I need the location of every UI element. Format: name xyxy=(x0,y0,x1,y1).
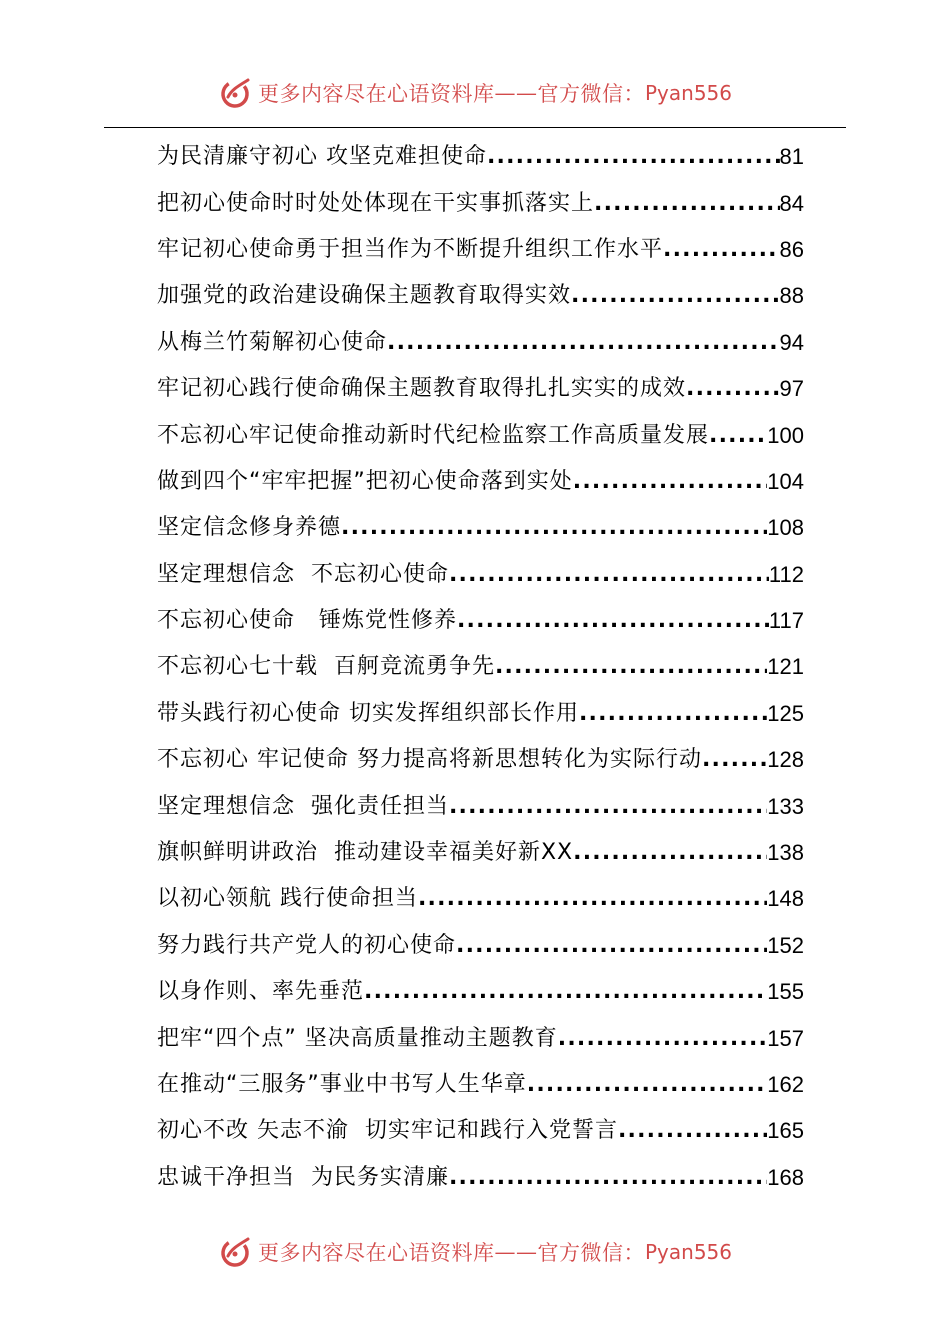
toc-entry-title: 把初心使命时时处处体现在干实事抓落实上 xyxy=(157,190,595,216)
toc-dot-leader xyxy=(663,227,780,273)
toc-entry-page-number: 148 xyxy=(767,886,804,912)
toc-entry-page-number: 94 xyxy=(779,329,804,355)
toc-entry-title: 牢记初心使命勇于担当作为不断提升组织工作水平 xyxy=(157,236,664,262)
toc-entry-page-number: 104 xyxy=(767,468,804,494)
toc-entry-page-number: 133 xyxy=(767,793,804,819)
toc-dot-leader xyxy=(594,181,780,227)
toc-entry-page-number: 157 xyxy=(767,1025,804,1051)
toc-dot-leader xyxy=(341,505,767,551)
toc-entry[interactable] xyxy=(157,923,804,969)
toc-entry-page-number: 81 xyxy=(779,144,804,170)
table-of-contents xyxy=(157,134,804,1201)
footer-contact-label: 官方微信： xyxy=(537,1241,645,1265)
toc-entry[interactable] xyxy=(157,273,804,319)
toc-entry-title: 努力践行共产党人的初心使命 xyxy=(157,932,457,958)
header-contact-label: 官方微信： xyxy=(537,82,645,106)
toc-entry-title: 坚定理想信念 强化责任担当 xyxy=(157,793,449,819)
header-brand-text: 更多内容尽在心语资料库 xyxy=(257,82,495,106)
toc-dot-leader xyxy=(449,1155,767,1201)
toc-dot-leader xyxy=(709,413,767,459)
toc-entry[interactable] xyxy=(157,598,804,644)
toc-dot-leader xyxy=(364,969,767,1015)
toc-dot-leader xyxy=(449,784,767,830)
toc-entry[interactable] xyxy=(157,969,804,1015)
toc-dot-leader xyxy=(558,1016,767,1062)
toc-entry[interactable] xyxy=(157,180,804,226)
toc-entry-page-number: 125 xyxy=(767,700,804,726)
toc-dot-leader xyxy=(495,644,767,690)
toc-dot-leader xyxy=(573,459,767,505)
footer-contact-id: Pyan556 xyxy=(644,1240,732,1264)
header-separator: —— xyxy=(494,81,538,105)
toc-entry-title: 不忘初心 牢记使命 努力提高将新思想转化为实际行动 xyxy=(157,747,702,773)
header-banner xyxy=(0,71,950,115)
toc-entry-title: 坚定理想信念 不忘初心使命 xyxy=(157,561,449,587)
toc-entry[interactable] xyxy=(157,691,804,737)
toc-entry[interactable] xyxy=(157,1062,804,1108)
toc-entry-page-number: 155 xyxy=(767,979,804,1005)
toc-entry-title: 不忘初心使命 锤炼党性修养 xyxy=(157,608,457,634)
toc-dot-leader xyxy=(573,830,767,876)
toc-entry-title: 牢记初心践行使命确保主题教育取得扎扎实实的成效 xyxy=(157,376,687,402)
toc-dot-leader xyxy=(527,1062,767,1108)
toc-entry-page-number: 117 xyxy=(768,608,804,634)
toc-dot-leader xyxy=(449,552,769,598)
header-banner-content xyxy=(218,75,732,111)
toc-entry[interactable] xyxy=(157,320,804,366)
toc-dot-leader xyxy=(487,134,780,180)
toc-entry-page-number: 88 xyxy=(779,283,804,309)
toc-entry-title: 带头践行初心使命 切实发挥组织部长作用 xyxy=(157,700,579,726)
toc-entry-page-number: 168 xyxy=(767,1164,804,1190)
toc-entry-page-number: 108 xyxy=(767,515,804,541)
toc-entry[interactable] xyxy=(157,459,804,505)
toc-entry-title: 把牢“四个点” 坚决高质量推动主题教育 xyxy=(157,1025,558,1051)
toc-entry-title: 从梅兰竹菊解初心使命 xyxy=(157,329,388,355)
toc-entry-title: 为民清廉守初心 攻坚克难担使命 xyxy=(157,144,487,170)
toc-dot-leader xyxy=(456,923,767,969)
toc-entry[interactable] xyxy=(157,505,804,551)
toc-dot-leader xyxy=(457,598,769,644)
header-contact-id: Pyan556 xyxy=(644,81,732,105)
footer-banner-content xyxy=(218,1234,732,1270)
toc-entry[interactable] xyxy=(157,1108,804,1154)
toc-entry-page-number: 152 xyxy=(767,932,804,958)
header-divider xyxy=(104,127,846,128)
toc-entry[interactable] xyxy=(157,1155,804,1201)
toc-dot-leader xyxy=(418,876,767,922)
toc-entry-page-number: 84 xyxy=(779,190,804,216)
toc-entry-title: 忠诚干净担当 为民务实清廉 xyxy=(157,1164,449,1190)
toc-entry-title: 以初心领航 践行使命担当 xyxy=(157,886,418,912)
toc-entry[interactable] xyxy=(157,227,804,273)
toc-entry[interactable] xyxy=(157,783,804,829)
toc-entry-title: 不忘初心七十载 百舸竞流勇争先 xyxy=(157,654,495,680)
toc-entry-title: 旗帜鲜明讲政治 推动建设幸福美好新XX xyxy=(157,840,574,866)
toc-entry-title: 坚定信念修身养德 xyxy=(157,515,342,541)
toc-dot-leader xyxy=(579,691,767,737)
toc-entry-title: 初心不改 矢志不渝 切实牢记和践行入党誓言 xyxy=(157,1118,618,1144)
toc-entry[interactable] xyxy=(157,876,804,922)
brush-circle-icon xyxy=(218,1234,254,1270)
toc-entry-title: 不忘初心牢记使命推动新时代纪检监察工作高质量发展 xyxy=(157,422,710,448)
toc-entry-page-number: 165 xyxy=(767,1118,804,1144)
toc-entry[interactable] xyxy=(157,737,804,783)
toc-entry[interactable] xyxy=(157,644,804,690)
toc-dot-leader xyxy=(387,320,780,366)
toc-entry-title: 做到四个“牢牢把握”把初心使命落到实处 xyxy=(157,468,573,494)
footer-brand-text: 更多内容尽在心语资料库 xyxy=(257,1241,495,1265)
footer-banner xyxy=(0,1230,950,1274)
toc-entry-page-number: 97 xyxy=(779,376,804,402)
toc-entry-page-number: 138 xyxy=(767,840,804,866)
toc-entry[interactable] xyxy=(157,134,804,180)
toc-entry[interactable] xyxy=(157,552,804,598)
toc-entry-page-number: 162 xyxy=(767,1072,804,1097)
toc-entry[interactable] xyxy=(157,366,804,412)
toc-entry-page-number: 86 xyxy=(779,236,804,262)
footer-separator: —— xyxy=(494,1240,538,1264)
toc-entry[interactable] xyxy=(157,830,804,876)
toc-dot-leader xyxy=(702,737,767,783)
toc-entry-title: 在推动“三服务”事业中书写人生华章 xyxy=(157,1072,527,1097)
toc-entry-title: 以身作则、率先垂范 xyxy=(157,979,365,1005)
brush-circle-icon xyxy=(218,75,254,111)
toc-entry-page-number: 112 xyxy=(768,561,804,587)
toc-entry-page-number: 100 xyxy=(767,422,804,448)
toc-entry-page-number: 128 xyxy=(767,747,804,773)
toc-entry[interactable] xyxy=(157,412,804,458)
toc-entry-page-number: 121 xyxy=(767,654,804,680)
toc-dot-leader xyxy=(618,1108,767,1154)
toc-entry-title: 加强党的政治建设确保主题教育取得实效 xyxy=(157,283,572,309)
toc-dot-leader xyxy=(686,366,780,412)
toc-dot-leader xyxy=(571,273,780,319)
toc-entry[interactable] xyxy=(157,1015,804,1061)
